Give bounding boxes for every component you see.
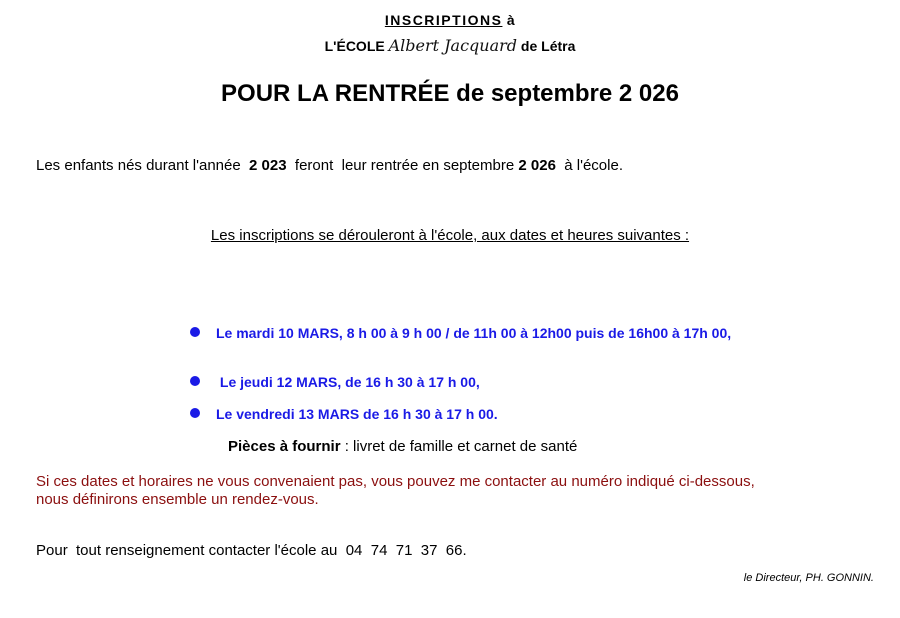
documents-label: Pièces à fournir: [228, 438, 341, 455]
header-line-2: [0, 36, 900, 55]
intro-part-3: à l'école.: [555, 157, 623, 174]
intro-year-born: 2 023: [249, 157, 287, 174]
signature: le Directeur, PH. GONNIN.: [743, 572, 874, 584]
header-location: de Létra: [520, 38, 576, 54]
date-text: Le mardi 10 MARS, 8 h 00 à 9 h 00 / de 11h 00 à 12h00 puis de 16h00 à 17h 00,: [216, 325, 732, 341]
page-title: POUR LA RENTRÉE de septembre 2 026: [221, 80, 679, 107]
intro-part-1: Les enfants nés durant l'année: [36, 157, 250, 174]
bullet-icon: [190, 408, 200, 418]
bullet-icon: [190, 376, 200, 386]
bullet-icon: [190, 327, 200, 337]
intro-year-start: 2 026: [518, 157, 556, 174]
notice-line-1: Si ces dates et horaires ne vous convenaient pas, vous pouvez me contacter au numéro indiqué ci-dessous,: [36, 473, 755, 490]
date-item: [190, 374, 480, 390]
header-line-1: [0, 12, 900, 28]
notice-line-2: nous définirons ensemble un rendez-vous.: [36, 491, 319, 508]
documents-text: : livret de famille et carnet de santé: [340, 438, 578, 455]
schedule-subheading: Les inscriptions se dérouleront à l'école, aux dates et heures suivantes :: [210, 227, 690, 244]
date-text: Le jeudi 12 MARS, de 16 h 30 à 17 h 00,: [216, 374, 480, 390]
school-name: Albert Jacquard: [388, 36, 518, 55]
header-ecole: L'ÉCOLE: [324, 38, 385, 54]
intro-paragraph: [36, 157, 623, 174]
documents-required: [228, 438, 577, 455]
intro-part-2: feront leur rentrée en septembre: [286, 157, 519, 174]
header-preposition: à: [506, 12, 516, 28]
header-inscriptions: INSCRIPTIONS: [384, 12, 503, 28]
date-item: [190, 406, 498, 422]
contact-line: Pour tout renseignement contacter l'école au 04 74 71 37 66.: [36, 542, 467, 559]
date-text: Le vendredi 13 MARS de 16 h 30 à 17 h 00.: [216, 406, 498, 422]
date-item: [190, 325, 731, 341]
